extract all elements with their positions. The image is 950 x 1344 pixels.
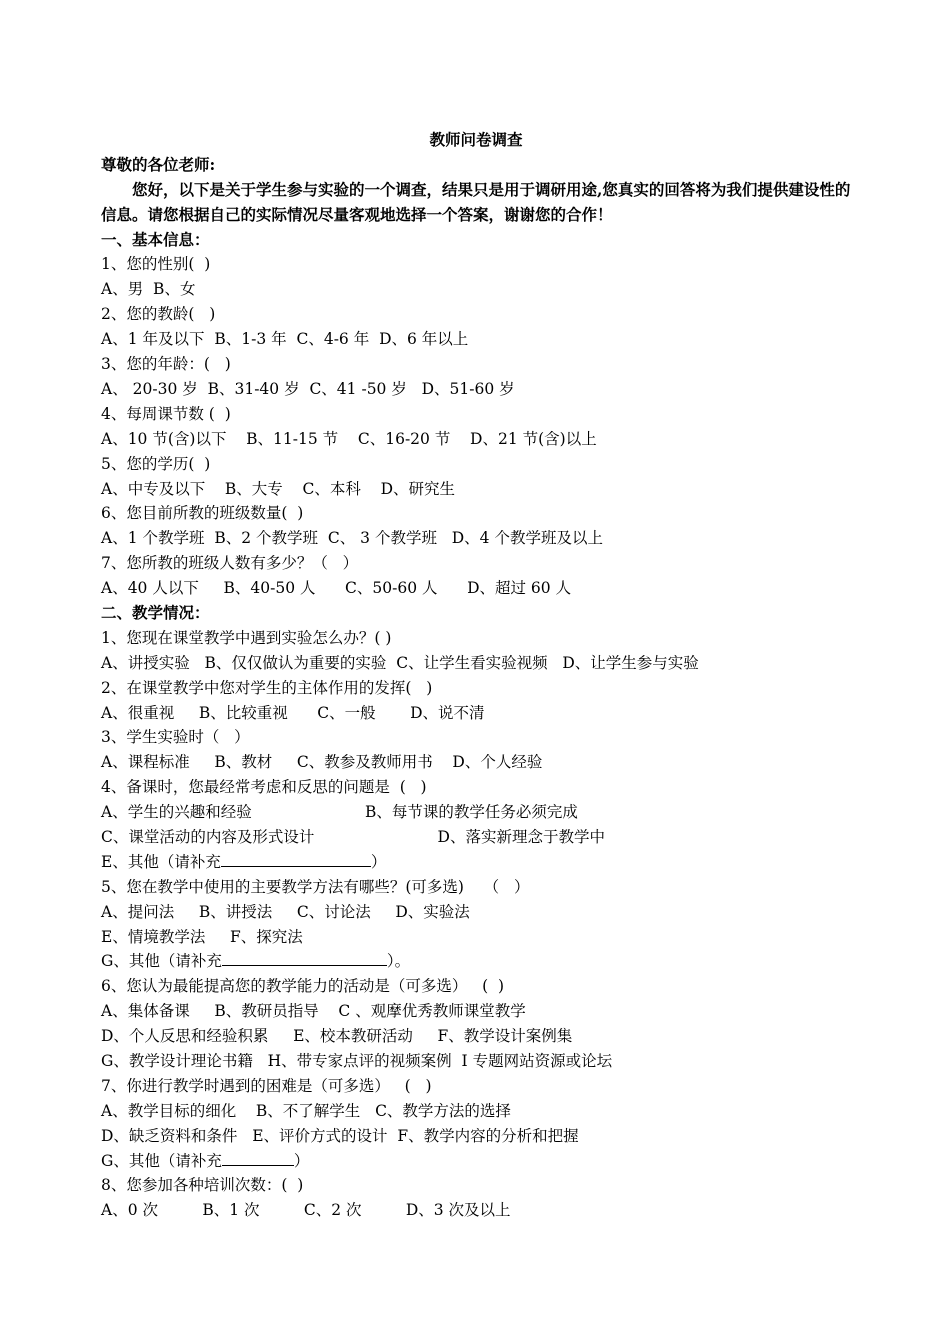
question-line: 2、在课堂教学中您对学生的主体作用的发挥( ) [101, 678, 433, 697]
question-line: 8、您参加各种培训次数：( ) [101, 1176, 304, 1195]
options-line: D、个人反思和经验积累 E、校本教研活动 F、教学设计案例集 [101, 1027, 573, 1046]
section-basic-info-heading: 一、基本信息： [101, 229, 210, 249]
other-suffix: ） [293, 1151, 310, 1170]
other-suffix: ） [370, 852, 387, 871]
other-fill-line [101, 1149, 851, 1174]
options-line: A、学生的兴趣和经验 B、每节课的教学任务必须完成 [101, 803, 578, 822]
question-line: 1、您现在课堂教学中遇到实验怎么办？( ) [101, 628, 392, 647]
other-label: E、其他（请补充 [101, 852, 221, 871]
question-line: 6、您目前所教的班级数量( ) [101, 504, 304, 523]
other-label: G、其他（请补充 [101, 952, 222, 971]
options-line: A、讲授实验 B、仅仅做认为重要的实验 C、让学生看实验视频 D、让学生参与实验 [101, 653, 699, 672]
fill-blank[interactable] [221, 851, 371, 867]
options-line: A、集体备课 B、教研员指导 C 、观摩优秀教师课堂教学 [101, 1002, 526, 1021]
intro-paragraph: 您好，以下是关于学生参与实验的一个调查，结果只是用于调研用途,您真实的回答将为我们提供建设性的信息。请您根据自己的实际情况尽量客观地选择一个答案，谢谢您的合作！ [101, 179, 851, 224]
options-line: E、情境教学法 F、探究法 [101, 927, 303, 946]
other-fill-line [101, 850, 851, 875]
options-line: A、 20-30 岁 B、31-40 岁 C、41 -50 岁 D、51-60 岁 [101, 379, 515, 398]
question-line: 6、您认为最能提高您的教学能力的活动是（可多选） ( ) [101, 977, 505, 996]
page-title: 教师问卷调查 [429, 130, 523, 149]
greeting: 尊敬的各位老师: [101, 154, 216, 174]
question-line: 1、您的性别( ) [101, 255, 211, 274]
section-teaching [101, 626, 851, 1223]
options-line: A、很重视 B、比较重视 C、一般 D、说不清 [101, 703, 485, 722]
options-line: A、教学目标的细化 B、不了解学生 C、教学方法的选择 [101, 1101, 511, 1120]
question-line: 2、您的教龄( ) [101, 305, 216, 324]
options-line: A、40 人以下 B、40-50 人 C、50-60 人 D、超过 60 人 [101, 579, 572, 598]
options-line: C、课堂活动的内容及形式设计 D、落实新理念于教学中 [101, 827, 605, 846]
fill-blank[interactable] [222, 950, 387, 966]
section-teaching-heading: 二、教学情况： [101, 602, 210, 622]
options-line: A、0 次 B、1 次 C、2 次 D、3 次及以上 [101, 1201, 511, 1220]
question-line: 5、您的学历( ) [101, 454, 211, 473]
options-line: D、缺乏资料和条件 E、评价方式的设计 F、教学内容的分析和把握 [101, 1126, 579, 1145]
options-line: A、1 年及以下 B、1-3 年 C、4-6 年 D、6 年以上 [101, 330, 469, 349]
options-line: A、男 B、女 [101, 280, 196, 299]
question-line: 3、您的年龄：( ) [101, 355, 231, 374]
question-line: 7、你进行教学时遇到的困难是（可多选） ( ) [101, 1076, 432, 1095]
options-line: G、教学设计理论书籍 H、带专家点评的视频案例 I 专题网站资源或论坛 [101, 1051, 613, 1070]
question-line: 4、备课时，您最经常考虑和反思的问题是 ( ) [101, 778, 427, 797]
questionnaire-page [101, 128, 851, 1223]
options-line: A、课程标准 B、教材 C、教参及教师用书 D、个人经验 [101, 753, 543, 772]
question-line: 4、每周课节数 ( ) [101, 404, 231, 423]
section-basic-info [101, 252, 851, 600]
options-line: A、中专及以下 B、大专 C、本科 D、研究生 [101, 479, 455, 498]
options-line: A、10 节(含)以下 B、11-15 节 C、16-20 节 D、21 节(含)以上 [101, 429, 597, 448]
other-suffix: ）。 [386, 952, 411, 971]
question-line: 7、您所教的班级人数有多少？（ ） [101, 554, 359, 573]
fill-blank[interactable] [222, 1150, 294, 1166]
options-line: A、提问法 B、讲授法 C、讨论法 D、实验法 [101, 902, 470, 921]
options-line: A、1 个教学班 B、2 个教学班 C、 3 个教学班 D、4 个教学班及以上 [101, 529, 603, 548]
other-fill-line [101, 949, 851, 974]
question-line: 3、学生实验时（ ） [101, 728, 250, 747]
question-line: 5、您在教学中使用的主要教学方法有哪些？(可多选) （ ） [101, 877, 530, 896]
other-label: G、其他（请补充 [101, 1151, 222, 1170]
